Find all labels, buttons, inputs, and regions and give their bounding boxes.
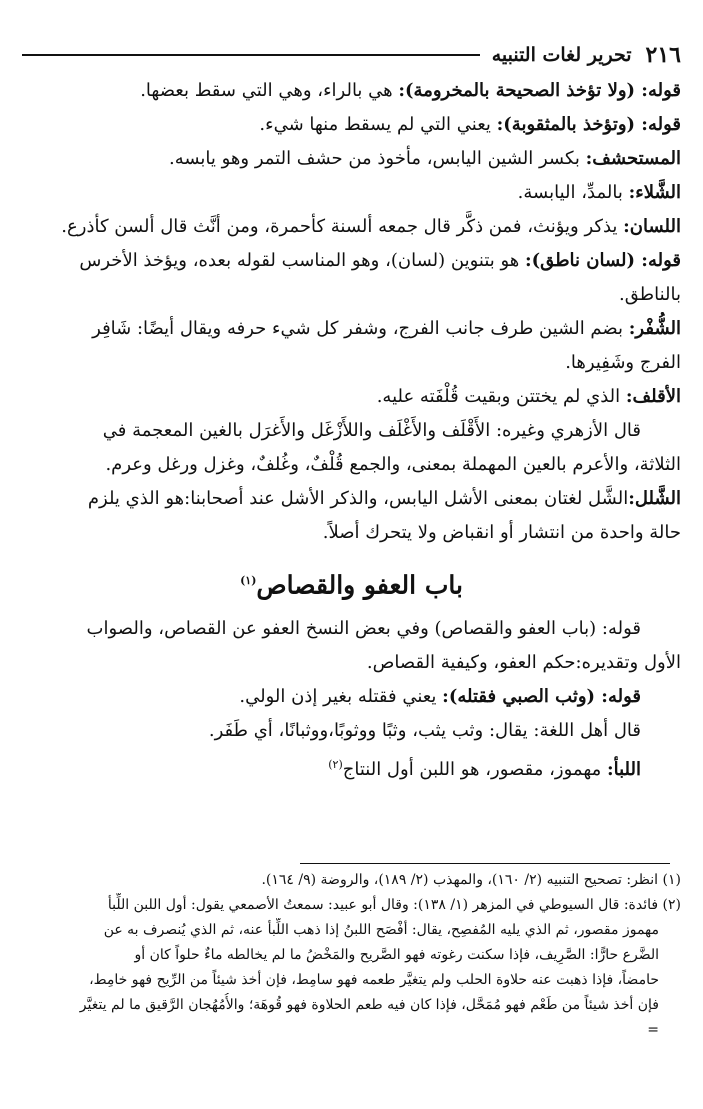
footnote-continuation-mark: = [647,1022,659,1038]
entry-text: يذكر ويؤنث، فمن ذكَّر قال جمعه ألسنة كأحمرة، ومن أنَّث قال ألسن كأذرع. [61,216,624,237]
entry-lead: قوله: (لسان ناطق): [525,250,681,271]
entry-text: بضم الشين طرف جانب الفرج، وشفر كل شيء حرفه ويقال أيضًا: شَافِر [92,318,629,339]
footnote-marker: (٢) [328,758,343,772]
entry-lead: اللبأ: [606,759,641,781]
paragraph [22,312,681,346]
paragraph-continuation: بالناطق. [619,284,681,305]
paragraph-continuation: الأول وتقديره:حكم العفو، وكيفية القصاص. [366,652,681,674]
paragraph [22,612,681,646]
paragraph-continuation: الثلاثة، والأعرم بالعين المهملة بمعنى، والجمع قُلْفٌ، وغُلفٌ، وغزل ورغل وعرم. [105,454,681,475]
entry-text: الذي لم يختتن وبقيت قُلْفَته عليه. [376,386,626,407]
entry-text: قال الأزهري وغيره: الأَقْلَف والأَغْلَف واللأَزْغَل والأَغرَل بالغين المعجمة في [102,420,641,441]
paragraph [22,244,681,278]
paragraph [22,210,681,244]
paragraph [22,176,681,210]
entry-lead: الأقلف: [625,386,681,407]
entry-text: هي بالراء، وهي التي سقط بعضها. [140,80,399,101]
paragraph [22,414,681,448]
entry-lead: قوله: (ولا تؤخذ الصحيحة بالمخرومة): [398,80,681,101]
chapter-heading [22,556,681,610]
entry-text: قوله: (باب العفو والقصاص) وفي بعض النسخ العفو عن القصاص، والصواب [86,618,641,640]
entry-text: هو بتنوين (لسان)، وهو المناسب لقوله بعده، ويؤخذ الأخرس [79,250,526,271]
entry-text: الشَّل لغتان بمعنى الأشل اليابس، والذكر الأشل عند أصحابنا:هو الذي يلزم [87,488,629,509]
footnote-line: فإن أخذ شيئاً من طَعْم فهو مُمَحَّل، فإذا كان فيه طعم الحلاوة فهو قُوهَة؛ والأُمُهُجان الرَّقيق ما لم يتغيَّر [79,997,659,1013]
footnote-line: حامضاً، فإذا ذهبت عنه حلاوة الحلب ولم يتغيَّر طعمه فهو سامِط، فإن أخذ شيئاً من الرِّيح فهو خامِط، [89,972,659,988]
footnotes [22,868,681,1043]
entry-text: يعني التي لم يسقط منها شيء. [259,114,497,135]
main-text [22,74,681,787]
entry-lead: المستحشف: [585,148,681,169]
paragraph [22,680,681,714]
paragraph [22,714,681,748]
paragraph [22,74,681,108]
paragraph-continuation: حالة واحدة من انتشار أو انقباض ولا يتحرك أصلاً. [322,522,681,543]
footnote-line: (١) انظر: تصحيح التنبيه (٢/ ١٦٠)، والمهذب (٢/ ١٨٩)، والروضة (٩/ ١٦٤). [261,872,681,888]
header-rule [22,54,480,56]
entry-lead: الشَّلل: [628,488,681,509]
page-header [22,40,681,70]
paragraph-continuation: الفرج وشَفِيرها. [565,352,681,373]
footnote-marker: (١) [240,574,257,587]
entry-text: قال أهل اللغة: يقال: وثب يثب، وثبًا ووثوبًا،ووثبانًا، أي طَفَر. [208,720,641,742]
paragraph [22,748,681,787]
entry-text: يعني فقتله بغير إذن الولي. [239,686,443,708]
entry-lead: اللسان: [623,216,681,237]
footnote-line: الضَّرع حارًّا: الصَّرِيف، فإذا سكنت رغوته فهو الصَّريح والمَخْضُ ما لم يخالطه ماءٌ حلواً كان أو [134,947,659,963]
paragraph [22,142,681,176]
entry-text: بالمدِّ، اليابسة. [517,182,629,203]
footnote-separator [300,863,670,864]
footnote-line: مهموز مقصور، ثم الذي يليه المُفصِح، يقال: أفْصَح اللبنُ إذا ذهب اللِّبأ عنه، ثم الذي يُنصرف به عن [103,922,659,938]
page-number: ٢١٦ [645,42,681,68]
footnote-line: (٢) فائدة: قال السيوطي في المزهر (١/ ١٣٨): وقال أبو عبيد: سمعتُ الأصمعي يقول: أول اللبن اللِّبأ [107,897,681,913]
entry-lead: الشُّفْر: [628,318,681,339]
entry-text: بكسر الشين اليابس، مأخوذ من حشف التمر وهو يابسه. [168,148,586,169]
running-title: تحرير لغات التنبيه [491,44,632,66]
paragraph [22,380,681,414]
paragraph [22,108,681,142]
entry-lead: الشَّلاء: [628,182,681,203]
entry-text: مهموز، مقصور، هو اللبن أول النتاج [342,759,607,781]
entry-lead: قوله: (وتؤخذ بالمثقوبة): [496,114,681,135]
paragraph [22,482,681,516]
entry-lead: قوله: (وثب الصبي فقتله): [442,686,641,708]
chapter-title: باب العفو والقصاص [256,570,463,600]
